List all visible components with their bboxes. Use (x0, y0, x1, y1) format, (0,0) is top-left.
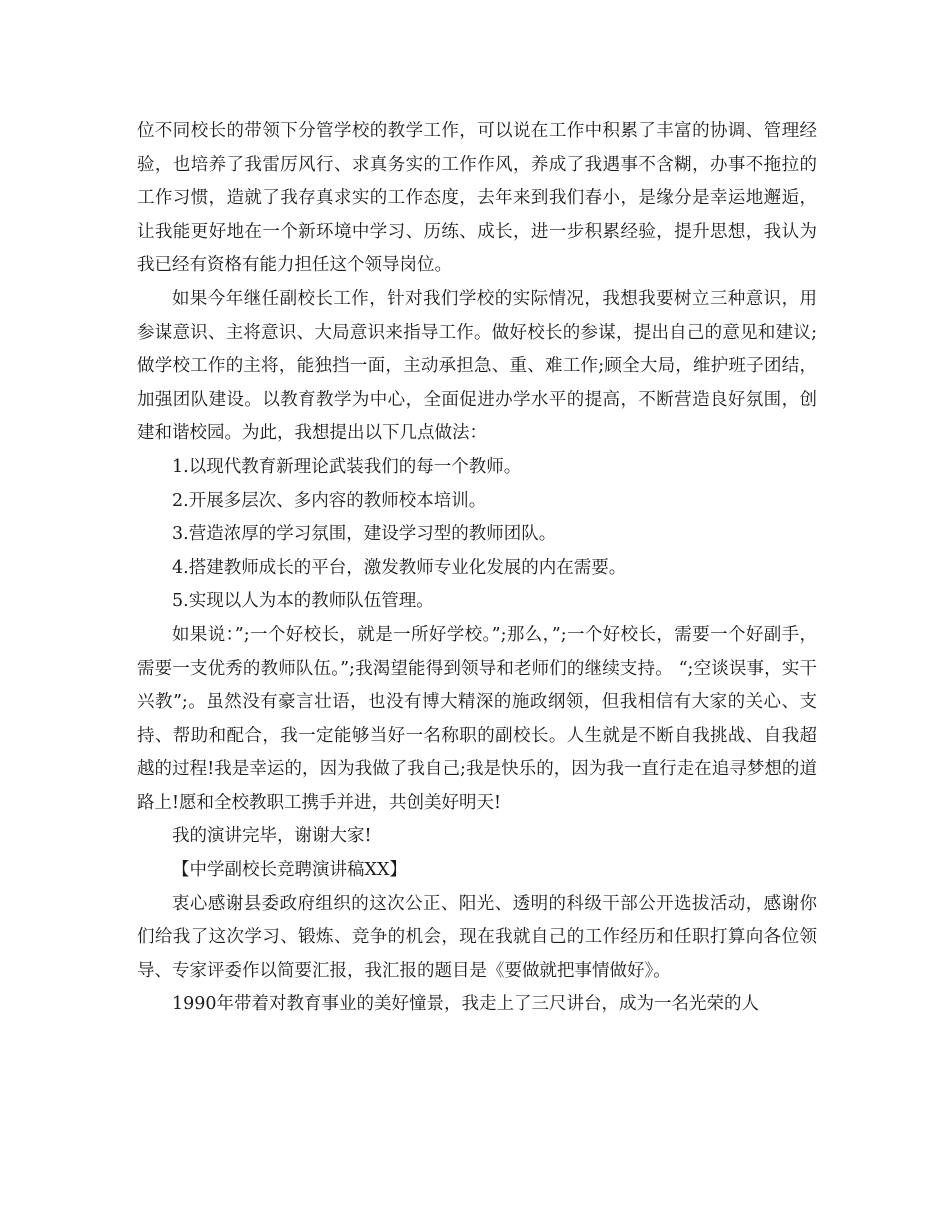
list-item: 2.开展多层次、多内容的教师校本培训。 (172, 490, 487, 511)
list-item: 3.营造浓厚的学习氛围，建设学习型的教师团队。 (172, 524, 557, 545)
paragraph-closing: 如果说：”;一个好校长，就是一所好学校。”;那么，”;一个好校长，需要一个好副手，需要一支优秀的教师队伍。”;我渴望能得到领导和老师们的继续支持。 “;空谈误事，实干兴教”;。虽然没有豪言壮语，也没有博大精深的施政纲领，但我相信有大家的关心、支持、帮助和配合，我一定能够当好一名称职的副校长。人生就是不断自我挑战、自我超越的过程!我是幸运的，因为我做了我自己;我是快乐的，因为我一直行走在追寻梦想的道路上!愿和全校教职工携手并进，共创美好明天! (137, 624, 817, 813)
paragraph-continuation: 位不同校长的带领下分管学校的教学工作，可以说在工作中积累了丰富的协调、管理经验，也培养了我雷厉风行、求真务实的工作作风，养成了我遇事不含糊，办事不拖拉的工作习惯，造就了我存真求实的工作态度，去年来到我们春小，是缘分是幸运地邂逅，让我能更好地在一个新环境中学习、历练、成长，进一步积累经验，提升思想，我认为我已经有资格有能力担任这个领导岗位。 (137, 121, 817, 276)
paragraph-introduction: 衷心感谢县委政府组织的这次公正、阳光、透明的科级干部公开选拔活动，感谢你们给我了这次学习、锻炼、竞争的机会，现在我就自己的工作经历和任职打算向各位领导、专家评委作以简要汇报，我汇报的题目是《要做就把事情做好》。 (137, 893, 817, 981)
list-item: 1.以现代教育新理论武装我们的每一个教师。 (172, 456, 522, 477)
section-heading: 【中学副校长竞聘演讲稿XX】 (172, 860, 407, 881)
paragraph-three-awareness: 如果今年继任副校长工作，针对我们学校的实际情况，我想我要树立三种意识，用参谋意识、主将意识、大局意识来指导工作。做好校长的参谋，提出自己的意见和建议;做学校工作的主将，能独挡一面，主动承担急、重、难工作;顾全大局，维护班子团结，加强团队建设。以教育教学为中心，全面促进办学水平的提高，不断营造良好氛围，创建和谐校园。为此，我想提出以下几点做法： (137, 288, 817, 444)
document-body (137, 115, 817, 1022)
paragraph-thanks: 我的演讲完毕，谢谢大家! (172, 826, 372, 847)
list-item: 5.实现以人为本的教师队伍管理。 (172, 591, 434, 612)
paragraph-career-start: 1990年带着对教育事业的美好憧景，我走上了三尺讲台，成为一名光荣的人 (172, 994, 760, 1015)
list-item: 4.搭建教师成长的平台，激发教师专业化发展的内在需要。 (172, 557, 627, 578)
